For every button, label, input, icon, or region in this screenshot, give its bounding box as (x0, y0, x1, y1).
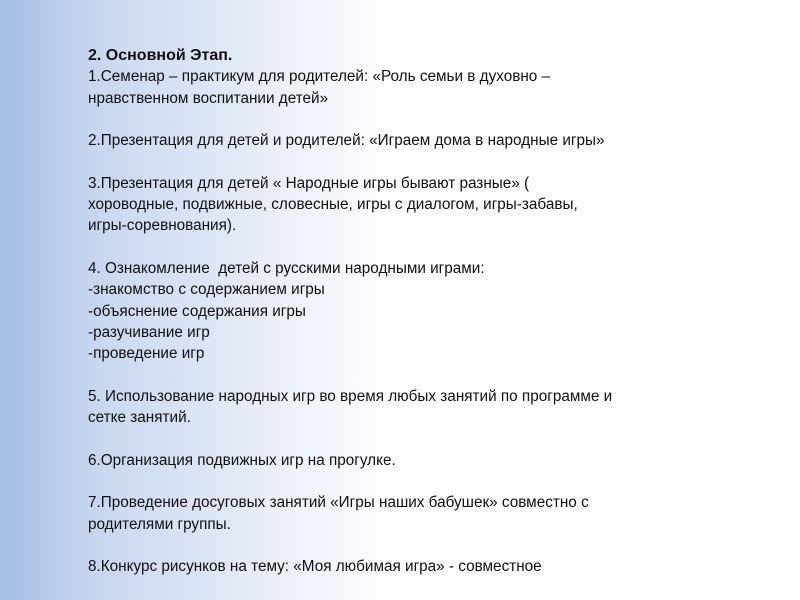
item-3-line-2: хороводные, подвижные, словесные, игры с диалогом, игры-забавы, (88, 196, 578, 214)
item-1-line-1: 1.Семенар – практикум для родителей: «Роль семьи в духовно – (88, 68, 551, 86)
blank-line (88, 535, 708, 556)
list-item-6 (88, 450, 708, 471)
item-3-line-1: 3.Презентация для детей « Народные игры бывают разные» ( (88, 174, 530, 192)
sub-item: -проведение игр (88, 345, 205, 363)
item-2-line-1: 2.Презентация для детей и родителей: «Играем дома в народные игры» (88, 132, 605, 150)
list-item-5 (88, 386, 708, 429)
list-item-1 (88, 66, 708, 109)
blank-line (88, 364, 708, 385)
item-6-line-1: 6.Организация подвижных игр на прогулке. (88, 451, 396, 469)
blank-line (88, 109, 708, 130)
item-7-line-2: родителями группы. (88, 515, 231, 533)
blank-line (88, 151, 708, 172)
item-5-line-1: 5. Использование народных игр во время любых занятий по программе и (88, 387, 613, 405)
list-item-4 (88, 258, 708, 364)
list-item-7 (88, 492, 708, 535)
item-5-line-2: сетке занятий. (88, 409, 191, 427)
item-3-line-3: игры-соревнования). (88, 217, 237, 235)
item-7-line-1: 7.Проведение досуговых занятий «Игры наших бабушек» совместно с (88, 494, 589, 512)
section-heading: 2. Основной Этап. (88, 47, 233, 64)
list-item-2 (88, 130, 708, 151)
blank-line (88, 237, 708, 258)
sub-item: -разучивание игр (88, 323, 210, 341)
item-4-line-1: 4. Ознакомление детей с русскими народными играми: (88, 259, 485, 277)
list-item-8 (88, 556, 708, 577)
item-8-line-1: 8.Конкурс рисунков на тему: «Моя любимая игра» - совместное (88, 558, 542, 576)
blank-line (88, 471, 708, 492)
slide-content (88, 45, 708, 577)
item-4-sub-list (88, 279, 708, 364)
sub-item: -знакомство с содержанием игры (88, 281, 325, 299)
item-1-line-2: нравственном воспитании детей» (88, 89, 329, 107)
sub-item: -объяснение содержания игры (88, 302, 306, 320)
list-item-3 (88, 173, 708, 237)
blank-line (88, 428, 708, 449)
